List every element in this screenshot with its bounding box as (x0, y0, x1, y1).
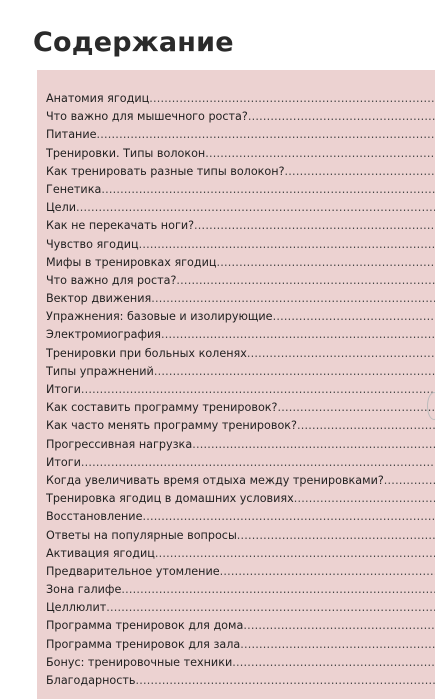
toc-item[interactable]: Как не перекачать ноги? ..... (46, 217, 435, 235)
toc-item[interactable]: Программа тренировок для зала ..... (46, 636, 435, 654)
table-of-contents (37, 70, 435, 699)
toc-item[interactable]: Целлюлит ..... (46, 599, 435, 617)
toc-item[interactable]: Анатомия ягодиц ..... (46, 90, 435, 108)
scroll-handle[interactable] (427, 392, 435, 420)
toc-item[interactable]: Зона галифе ..... (46, 581, 435, 599)
toc-item[interactable]: Тренировки при больных коленях ..... (46, 345, 435, 363)
toc-item[interactable]: Как составить программу тренировок? ..... (46, 399, 435, 417)
toc-item[interactable]: Генетика ..... (46, 181, 435, 199)
toc-item[interactable]: Как тренировать разные типы волокон? ..... (46, 163, 435, 181)
toc-item[interactable]: Типы упражнений ..... (46, 363, 435, 381)
toc-item[interactable]: Предварительное утомление ..... (46, 563, 435, 581)
toc-item[interactable]: Тренировки. Типы волокон ..... (46, 145, 435, 163)
toc-item[interactable]: Вектор движения ..... (46, 290, 435, 308)
toc-item[interactable]: Программа тренировок для дома ..... (46, 617, 435, 635)
toc-item[interactable]: Прогрессивная нагрузка ..... (46, 436, 435, 454)
toc-item[interactable]: Ответы на популярные вопросы ..... (46, 527, 435, 545)
toc-item[interactable]: Как часто менять программу тренировок? ..... (46, 417, 435, 435)
toc-item[interactable]: Благодарность ..... (46, 672, 435, 690)
toc-item[interactable]: Восстановление ..... (46, 508, 435, 526)
toc-item[interactable]: Когда увеличивать время отдыха между тренировками? ..... (46, 472, 435, 490)
toc-item[interactable]: Что важно для роста? ..... (46, 272, 435, 290)
page-title: Содержание (33, 27, 234, 58)
toc-item[interactable]: Чувство ягодиц ..... (46, 236, 435, 254)
toc-item[interactable]: Цели ..... (46, 199, 435, 217)
toc-item[interactable]: Мифы в тренировках ягодиц ..... (46, 254, 435, 272)
toc-item[interactable]: Бонус: тренировочные техники ..... (46, 654, 435, 672)
toc-item[interactable]: Что важно для мышечного роста? ..... (46, 108, 435, 126)
toc-item[interactable]: Активация ягодиц ..... (46, 545, 435, 563)
toc-item[interactable]: Упражнения: базовые и изолирующие ..... (46, 308, 435, 326)
toc-item[interactable]: Электромиография ..... (46, 326, 435, 344)
toc-item[interactable]: Питание ..... (46, 126, 435, 144)
toc-item[interactable]: Тренировка ягодиц в домашних условиях ..... (46, 490, 435, 508)
toc-item[interactable]: Итоги ..... (46, 381, 435, 399)
toc-list (46, 90, 435, 690)
toc-item[interactable]: Итоги ..... (46, 454, 435, 472)
